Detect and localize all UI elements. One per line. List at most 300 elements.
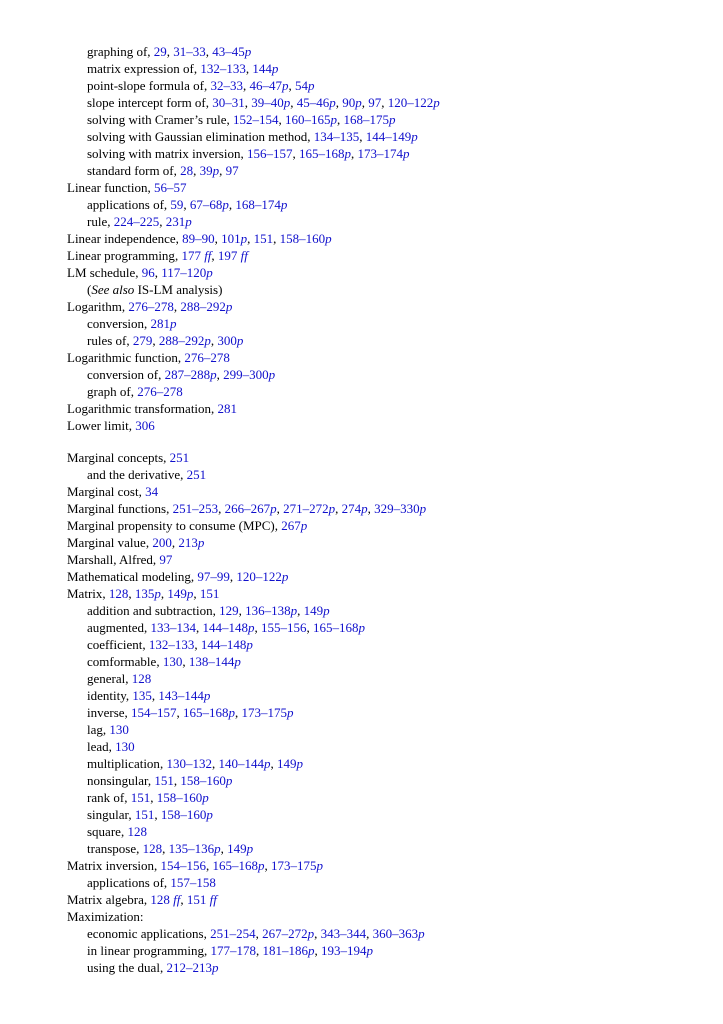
page-reference-link[interactable] — [233, 112, 279, 127]
page-number: 128 — [127, 824, 147, 839]
page-number: 158–160 — [160, 807, 207, 822]
page-number: 157–158 — [170, 875, 216, 890]
index-term: graphing of — [87, 44, 148, 59]
page-reference-link[interactable] — [223, 367, 275, 382]
page-suffix: p — [402, 146, 410, 161]
index-subentry: standard form of, 28, 39p, 97 — [87, 163, 239, 178]
page-number: 158–160 — [279, 231, 326, 246]
index-term: Marginal propensity to consume (MPC) — [67, 518, 275, 533]
page-suffix: p — [154, 586, 161, 601]
page-number: 154–156 — [160, 858, 207, 873]
index-term: rules of — [87, 333, 127, 348]
page-reference-link[interactable] — [166, 756, 212, 771]
page-number: 31–33 — [173, 44, 206, 59]
index-term: slope intercept form of — [87, 95, 206, 110]
index-page — [67, 43, 687, 976]
index-term: identity — [87, 688, 126, 703]
page-reference-link[interactable] — [161, 265, 213, 280]
page-reference-link[interactable] — [131, 790, 151, 805]
page-reference-link[interactable] — [285, 112, 337, 127]
index-term: Matrix algebra — [67, 892, 144, 907]
page-reference-link[interactable] — [236, 569, 288, 584]
page-suffix: p — [433, 95, 440, 110]
page-reference-link[interactable] — [374, 501, 426, 516]
page-reference-link[interactable] — [173, 44, 206, 59]
index-entry: Linear programming, 177 ff, 197 ff — [67, 248, 248, 263]
page-suffix: p — [307, 78, 315, 93]
index-term: standard form of — [87, 163, 174, 178]
index-term: addition and subtraction — [87, 603, 213, 618]
page-reference-link[interactable] — [203, 620, 255, 635]
page-reference-link[interactable] — [142, 265, 155, 280]
index-entry — [67, 908, 687, 925]
page-number: 224–225 — [113, 214, 160, 229]
index-term: matrix expression of — [87, 61, 194, 76]
page-reference-link[interactable] — [158, 688, 210, 703]
page-number: 59 — [170, 197, 184, 212]
page-number: 101 — [221, 231, 241, 246]
page-reference-link[interactable] — [154, 773, 174, 788]
index-subentry: point-slope formula of, 32–33, 46–47p, 54p — [87, 78, 315, 93]
index-term: inverse — [87, 705, 125, 720]
page-reference-link[interactable] — [161, 807, 213, 822]
page-reference-link[interactable] — [321, 943, 373, 958]
see-also-label: See also — [91, 282, 135, 297]
page-number: 140–144 — [218, 756, 264, 771]
page-number: 200 — [152, 535, 172, 550]
page-number: 45–46 — [296, 95, 330, 110]
page-reference-link[interactable] — [200, 163, 220, 178]
page-suffix: p — [358, 620, 366, 635]
page-reference-link[interactable] — [135, 418, 155, 433]
page-number: 158–160 — [156, 790, 203, 805]
page-suffix: p — [316, 858, 324, 873]
page-number: 300 — [217, 333, 237, 348]
page-suffix: p — [281, 78, 289, 93]
index-entry: Matrix, 128, 135p, 149p, 151 — [67, 586, 220, 601]
page-number: 151 — [199, 586, 220, 601]
page-reference-link[interactable] — [167, 586, 193, 601]
page-number: 168–174 — [235, 197, 281, 212]
index-entry: Logarithm, 276–278, 288–292p — [67, 299, 233, 314]
page-reference-link[interactable] — [295, 78, 315, 93]
page-suffix: p — [328, 501, 336, 516]
page-number: 135–136 — [168, 841, 215, 856]
index-term: general — [87, 671, 126, 686]
index-subentry: inverse, 154–157, 165–168p, 173–175p — [87, 705, 294, 720]
page-reference-link[interactable] — [366, 129, 418, 144]
page-number: 165–168 — [313, 620, 359, 635]
index-term: nonsingular — [87, 773, 148, 788]
page-number: 267 — [281, 518, 301, 533]
page-reference-link[interactable] — [262, 943, 314, 958]
page-number: 43–45 — [212, 44, 245, 59]
index-entry: Logarithmic transformation, 281 — [67, 401, 238, 416]
page-suffix: p — [258, 858, 265, 873]
page-number: 173–174 — [357, 146, 403, 161]
index-subentry: multiplication, 130–132, 140–144p, 149p — [87, 756, 303, 771]
page-reference-link[interactable] — [166, 214, 192, 229]
page-number: 89–90 — [182, 231, 215, 246]
index-term: lead — [87, 739, 109, 754]
page-reference-link[interactable] — [227, 841, 253, 856]
page-number: 177–178 — [210, 943, 256, 958]
page-reference-link[interactable] — [218, 756, 270, 771]
page-number: 197 — [217, 248, 238, 263]
page-reference-link[interactable] — [261, 620, 307, 635]
page-number: 39–40 — [251, 95, 284, 110]
page-number: 120–122 — [236, 569, 282, 584]
page-reference-link[interactable] — [159, 333, 211, 348]
page-reference-link[interactable] — [388, 95, 440, 110]
index-term: Marginal concepts — [67, 450, 164, 465]
page-number: 168–175 — [343, 112, 389, 127]
page-reference-link[interactable] — [247, 146, 293, 161]
page-suffix: p — [244, 44, 252, 59]
page-reference-link[interactable] — [128, 299, 174, 314]
page-reference-link[interactable] — [252, 61, 278, 76]
page-number: 133–134 — [150, 620, 197, 635]
page-suffix: p — [204, 333, 211, 348]
page-reference-link[interactable] — [109, 586, 129, 601]
page-reference-link[interactable] — [190, 197, 229, 212]
index-subentry: conversion, 281p — [87, 316, 177, 331]
index-entry: Marshall, Alfred, 97 — [67, 552, 173, 567]
page-reference-link[interactable] — [344, 112, 396, 127]
index-term: conversion — [87, 316, 145, 331]
page-reference-link[interactable] — [201, 637, 253, 652]
page-reference-link[interactable] — [249, 78, 288, 93]
page-reference-link[interactable] — [304, 603, 330, 618]
page-number: 135 — [132, 688, 152, 703]
page-reference-link[interactable] — [170, 450, 190, 465]
page-reference-link[interactable] — [297, 95, 336, 110]
index-term: Linear function — [67, 180, 148, 195]
index-subentry: augmented, 133–134, 144–148p, 155–156, 165–168p — [87, 620, 366, 635]
page-reference-link[interactable] — [169, 841, 221, 856]
page-reference-link[interactable] — [131, 705, 177, 720]
index-term: coefficient — [87, 637, 143, 652]
page-reference-link[interactable] — [180, 163, 193, 178]
page-number: 251–253 — [172, 501, 219, 516]
page-reference-link[interactable] — [299, 146, 351, 161]
index-term: Mathematical modeling — [67, 569, 191, 584]
index-term: Linear programming — [67, 248, 175, 263]
page-reference-link[interactable] — [170, 197, 183, 212]
page-number: 276–278 — [137, 384, 183, 399]
page-reference-link[interactable] — [161, 858, 207, 873]
index-subentry: solving with Gaussian elimination method, 134–135, 144–149p — [87, 129, 418, 144]
index-entry: Logarithmic function, 276–278 — [67, 350, 230, 365]
page-reference-link[interactable] — [313, 620, 365, 635]
page-number: 30–31 — [212, 95, 245, 110]
index-subentry: comformable, 130, 138–144p — [87, 654, 241, 669]
page-number: 128 — [108, 586, 129, 601]
page-number: 128 — [131, 671, 152, 686]
index-term: Maximization: — [67, 909, 144, 924]
index-term: Marginal cost — [67, 484, 139, 499]
page-suffix: p — [240, 231, 248, 246]
page-reference-link[interactable] — [135, 586, 161, 601]
page-number: 271–272 — [283, 501, 329, 516]
page-reference-link[interactable] — [109, 722, 129, 737]
page-suffix: p — [246, 637, 253, 652]
page-number: 177 — [181, 248, 201, 263]
page-number: 117–120 — [161, 265, 207, 280]
page-reference-link[interactable] — [321, 926, 367, 941]
page-number: 181–186 — [262, 943, 308, 958]
page-number: 251–254 — [210, 926, 256, 941]
page-number: 151 — [186, 892, 207, 907]
page-reference-link[interactable] — [133, 333, 153, 348]
page-reference-link[interactable] — [170, 875, 216, 890]
index-term: transpose — [87, 841, 137, 856]
page-reference-link[interactable] — [181, 248, 211, 263]
page-number: 90 — [342, 95, 356, 110]
page-reference-link[interactable] — [197, 569, 230, 584]
page-reference-link[interactable] — [165, 367, 217, 382]
page-suffix: p — [270, 501, 277, 516]
index-entry: Mathematical modeling, 97–99, 120–122p — [67, 569, 289, 584]
page-reference-link[interactable] — [373, 926, 425, 941]
page-reference-link[interactable] — [213, 858, 265, 873]
page-reference-link[interactable] — [189, 654, 241, 669]
index-subentry: rule, 224–225, 231p — [87, 214, 192, 229]
page-suffix: p — [329, 95, 336, 110]
page-reference-link[interactable] — [151, 316, 177, 331]
index-term: augmented — [87, 620, 145, 635]
page-suffix: p — [186, 586, 194, 601]
page-suffix: p — [281, 569, 289, 584]
index-subentry: applications of, 59, 67–68p, 168–174p — [87, 197, 288, 212]
page-suffix: ff — [204, 248, 212, 263]
index-entry: Marginal cost, 34 — [67, 484, 159, 499]
page-suffix: p — [330, 112, 337, 127]
page-suffix: p — [366, 943, 373, 958]
page-reference-link[interactable] — [151, 620, 197, 635]
page-number: 288–292 — [180, 299, 226, 314]
page-number: 165–168 — [212, 858, 259, 873]
page-reference-link[interactable] — [200, 586, 220, 601]
index-entry: Matrix algebra, 128 ff, 151 ff — [67, 892, 217, 907]
page-reference-link[interactable] — [187, 892, 217, 907]
page-reference-link[interactable] — [127, 824, 147, 839]
page-reference-link[interactable] — [163, 654, 183, 669]
index-subentry: identity, 135, 143–144p — [87, 688, 211, 703]
page-number: 96 — [141, 265, 155, 280]
page-reference-link[interactable] — [154, 180, 187, 195]
page-suffix: p — [170, 316, 177, 331]
page-reference-link[interactable] — [132, 671, 152, 686]
page-reference-link[interactable] — [210, 926, 256, 941]
page-reference-link[interactable] — [150, 892, 180, 907]
page-reference-link[interactable] — [277, 756, 303, 771]
page-number: 160–165 — [285, 112, 331, 127]
page-number: 329–330 — [374, 501, 420, 516]
page-reference-link[interactable] — [152, 535, 172, 550]
page-suffix: p — [197, 535, 205, 550]
page-reference-link[interactable] — [368, 95, 381, 110]
page-reference-link[interactable] — [281, 518, 307, 533]
page-reference-link[interactable] — [251, 95, 290, 110]
page-reference-link[interactable] — [166, 960, 218, 975]
index-term: Logarithmic transformation — [67, 401, 212, 416]
page-reference-link[interactable] — [314, 129, 360, 144]
page-number: 306 — [135, 418, 155, 433]
page-reference-link[interactable] — [173, 501, 219, 516]
page-number: 155–156 — [261, 620, 307, 635]
index-term: Lower limit — [67, 418, 129, 433]
page-reference-link[interactable] — [218, 248, 248, 263]
page-number: 213 — [178, 535, 198, 550]
page-reference-link[interactable] — [180, 773, 232, 788]
page-number: 299–300 — [223, 367, 269, 382]
page-reference-link[interactable] — [342, 95, 362, 110]
page-suffix: p — [268, 367, 276, 382]
page-reference-link[interactable] — [219, 603, 239, 618]
page-reference-link[interactable] — [212, 44, 251, 59]
index-term: solving with matrix inversion — [87, 146, 241, 161]
page-suffix: p — [185, 214, 192, 229]
page-number: 129 — [219, 603, 239, 618]
page-number: 152–154 — [233, 112, 279, 127]
page-number: 132–133 — [148, 637, 195, 652]
page-reference-link[interactable] — [212, 95, 245, 110]
page-reference-link[interactable] — [245, 603, 297, 618]
page-reference-link[interactable] — [145, 484, 158, 499]
index-term: Logarithm — [67, 299, 122, 314]
page-number: 165–168 — [183, 705, 229, 720]
page-reference-link[interactable] — [262, 926, 314, 941]
page-number: 151 — [134, 807, 155, 822]
page-reference-link[interactable] — [182, 231, 215, 246]
page-number: 165–168 — [298, 146, 345, 161]
page-reference-link[interactable] — [226, 163, 239, 178]
page-suffix: p — [206, 807, 213, 822]
index-subentry: conversion of, 287–288p, 299–300p — [87, 367, 276, 382]
page-reference-link[interactable] — [180, 299, 232, 314]
page-number: 158–160 — [180, 773, 226, 788]
page-number: 144–148 — [200, 637, 247, 652]
index-subentry: solving with matrix inversion, 156–157, 165–168p, 173–174p — [87, 146, 410, 161]
index-term: solving with Gaussian elimination method — [87, 129, 308, 144]
page-reference-link[interactable] — [271, 858, 323, 873]
index-subentry: graph of, 276–278 — [87, 384, 183, 399]
page-suffix: ff — [240, 248, 248, 263]
page-number: 138–144 — [188, 654, 235, 669]
page-number: 151 — [154, 773, 174, 788]
page-reference-link[interactable] — [187, 467, 207, 482]
page-reference-link[interactable] — [143, 841, 163, 856]
page-suffix: p — [355, 95, 362, 110]
page-reference-link[interactable] — [178, 535, 204, 550]
page-reference-link[interactable] — [115, 739, 135, 754]
page-number: 130–132 — [166, 756, 212, 771]
page-number: 28 — [180, 163, 194, 178]
page-suffix: p — [389, 112, 396, 127]
page-reference-link[interactable] — [210, 78, 243, 93]
page-reference-link[interactable] — [184, 350, 230, 365]
page-number: 136–138 — [245, 603, 291, 618]
page-reference-link[interactable] — [200, 61, 246, 76]
page-suffix: p — [290, 603, 298, 618]
page-suffix: p — [263, 756, 271, 771]
index-term: multiplication — [87, 756, 160, 771]
index-subentry: using the dual, 212–213p — [87, 960, 219, 975]
page-reference-link[interactable] — [157, 790, 209, 805]
page-number: 130 — [115, 739, 135, 754]
index-term: square — [87, 824, 121, 839]
page-reference-link[interactable] — [217, 333, 243, 348]
page-reference-link[interactable] — [137, 384, 183, 399]
page-number: 39 — [199, 163, 213, 178]
page-reference-link[interactable] — [254, 231, 274, 246]
page-number: 149 — [303, 603, 324, 618]
page-reference-link[interactable] — [225, 501, 277, 516]
page-suffix: p — [287, 705, 294, 720]
page-suffix: p — [234, 654, 241, 669]
page-number: 56–57 — [154, 180, 187, 195]
page-suffix: p — [307, 943, 315, 958]
page-number: 149 — [167, 586, 187, 601]
index-term: applications of — [87, 875, 164, 890]
index-subentry: rank of, 151, 158–160p — [87, 790, 209, 805]
page-reference-link[interactable] — [132, 688, 152, 703]
page-reference-link[interactable] — [135, 807, 155, 822]
index-term: rank of — [87, 790, 125, 805]
page-number: 193–194 — [320, 943, 367, 958]
page-reference-link[interactable] — [357, 146, 409, 161]
page-number: 97 — [159, 552, 173, 567]
page-suffix: ff — [173, 892, 181, 907]
page-reference-link[interactable] — [221, 231, 247, 246]
index-term: using the dual — [87, 960, 160, 975]
page-reference-link[interactable] — [183, 705, 235, 720]
page-suffix: p — [419, 501, 427, 516]
page-reference-link[interactable] — [114, 214, 160, 229]
index-subentry: solving with Cramer’s rule, 152–154, 160–165p, 168–175p — [87, 112, 396, 127]
page-reference-link[interactable] — [242, 705, 294, 720]
index-entry: Marginal concepts, 251 — [67, 450, 190, 465]
page-reference-link[interactable] — [210, 943, 256, 958]
index-subentry: square, 128 — [87, 824, 147, 839]
page-number: 281 — [150, 316, 171, 331]
page-number: 154–157 — [131, 705, 177, 720]
page-reference-link[interactable] — [154, 44, 167, 59]
page-suffix: p — [344, 146, 351, 161]
page-number: 135 — [134, 586, 155, 601]
page-suffix: p — [280, 197, 288, 212]
page-suffix: p — [225, 299, 233, 314]
page-reference-link[interactable] — [235, 197, 287, 212]
page-reference-link[interactable] — [159, 552, 172, 567]
page-number: 276–278 — [184, 350, 230, 365]
index-subentry: graphing of, 29, 31–33, 43–45p — [87, 44, 252, 59]
page-number: 130 — [162, 654, 183, 669]
index-term: Marginal value — [67, 535, 146, 550]
page-number: 287–288 — [164, 367, 211, 382]
page-number: 266–267 — [224, 501, 271, 516]
page-reference-link[interactable] — [218, 401, 238, 416]
page-reference-link[interactable] — [283, 501, 335, 516]
page-reference-link[interactable] — [149, 637, 195, 652]
page-number: 274 — [341, 501, 362, 516]
page-reference-link[interactable] — [342, 501, 368, 516]
page-number: 143–144 — [158, 688, 204, 703]
page-reference-link[interactable] — [280, 231, 332, 246]
index-term: Matrix — [67, 586, 103, 601]
page-suffix: p — [246, 841, 254, 856]
